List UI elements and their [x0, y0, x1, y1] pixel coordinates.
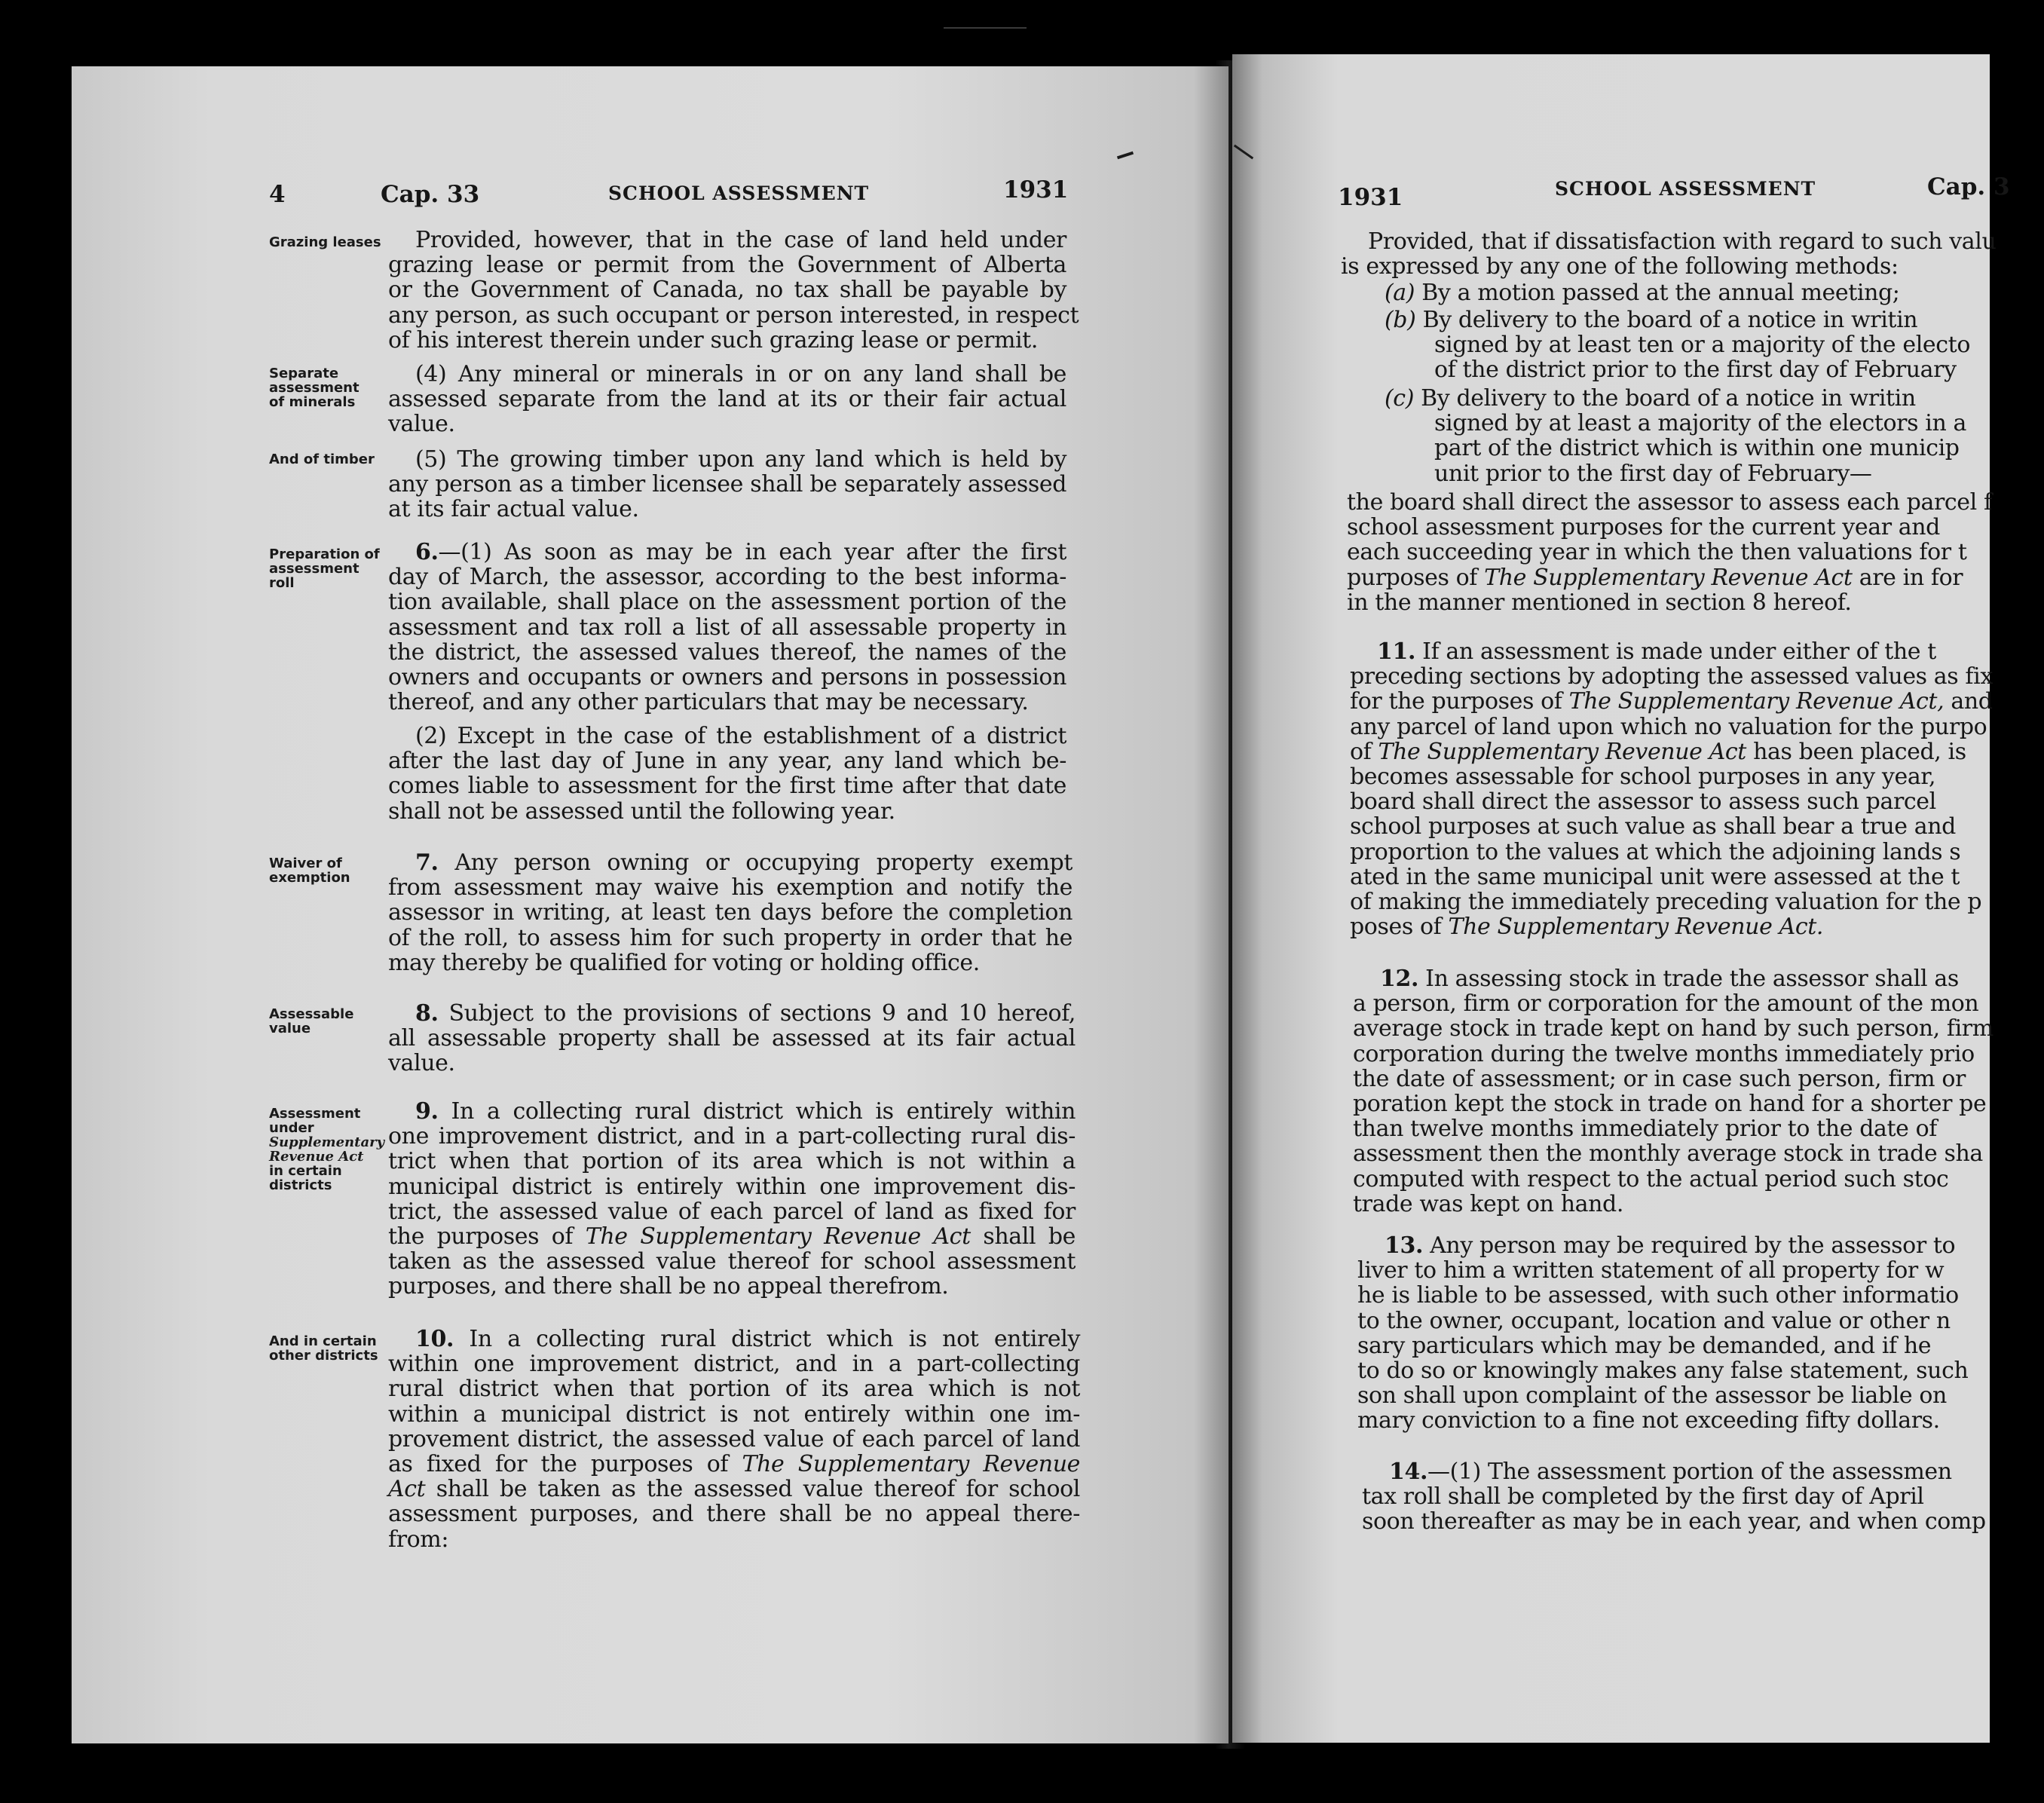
text-run: purposes of — [1347, 564, 1485, 591]
text-line: preceding sections by adopting the assessed values as fix — [1350, 663, 1993, 690]
text-line — [1350, 639, 1993, 664]
section-number: 7. — [415, 849, 439, 876]
text-line — [388, 850, 1072, 875]
text-line: from: — [388, 1526, 449, 1553]
margin-note-line — [269, 1134, 385, 1165]
text-run: —(1) As soon as may be in each year after the first — [438, 539, 1066, 565]
section-number: 13. — [1385, 1232, 1423, 1259]
text-line: (5) The growing timber upon any land which is held by — [415, 446, 1066, 473]
text-line: to do so or knowingly makes any false statement, such — [1357, 1358, 1969, 1385]
text-line: (4) Any mineral or minerals in or on any land shall be — [415, 361, 1066, 387]
section-number: 8. — [415, 1000, 439, 1027]
text-line: school assessment purposes for the current year and — [1347, 514, 1940, 541]
text-line: signed by at least ten or a majority of the electo — [1434, 332, 1970, 359]
text-line: may thereby be qualified for voting or holding office. — [388, 949, 980, 976]
subsection-5 — [388, 447, 1066, 522]
text-line: or the Government of Canada, no tax shall be payable by — [388, 277, 1066, 304]
act-name: The Supplementary Revenue Act — [1484, 564, 1853, 591]
text-line: purposes, and there shall be no appeal therefrom. — [388, 1273, 949, 1300]
text-line — [1385, 280, 1900, 305]
text-line: assessment then the monthly average stock in trade sha — [1353, 1140, 1983, 1168]
text-line: Provided, that if dissatisfaction with regard to such valu — [1368, 228, 1997, 255]
margin-note-act-name: Supplementary Revenue Act — [269, 1134, 385, 1165]
section-10 — [388, 1327, 1080, 1552]
text-line: part of the district which is within one municip — [1434, 435, 1960, 462]
text-line: value. — [388, 1050, 455, 1077]
text-line: grazing lease or permit from the Government of Alberta — [388, 252, 1066, 279]
text-line: one improvement district, and in a part-collecting rural dis- — [388, 1123, 1076, 1150]
text-line — [388, 1099, 1076, 1124]
text-run: for the purposes of — [1350, 688, 1569, 715]
margin-note-grazing-leases: Grazing leases — [269, 234, 381, 250]
text-line: assessor in writing, at least ten days before the completion — [388, 899, 1072, 926]
board-direction-paragraph — [1347, 490, 1992, 615]
scan-speck — [1234, 145, 1253, 160]
act-name: Act — [388, 1476, 426, 1503]
text-line: from assessment may waive his exemption and notify the — [388, 874, 1072, 902]
text-run: and — [1944, 688, 1993, 715]
text-line — [388, 1452, 1080, 1477]
text-run: as fixed for the purposes of — [388, 1451, 742, 1478]
text-run: By a motion passed at the annual meeting; — [1421, 280, 1900, 306]
text-line: proportion to the values at which the adjoining lands s — [1350, 838, 1961, 865]
text-line: to the owner, occupant, location and value or other n — [1357, 1307, 1951, 1334]
text-line: the board shall direct the assessor to assess each parcel f — [1347, 489, 1992, 516]
text-run: shall be — [970, 1223, 1076, 1250]
text-line: board shall direct the assessor to assess such parcel — [1350, 788, 1936, 816]
text-line: assessment and tax roll a list of all assessable property in — [388, 614, 1066, 641]
text-run: of — [1350, 738, 1378, 765]
text-run: the purposes of — [388, 1223, 586, 1250]
text-line: the date of assessment; or in case such person, firm or — [1353, 1065, 1966, 1092]
text-line: thereof, and any other particulars that may be necessary. — [388, 689, 1029, 716]
text-line: after the last day of June in any year, any land which be- — [388, 748, 1066, 775]
text-line — [1385, 386, 1966, 411]
text-run: By delivery to the board of a notice in writin — [1421, 385, 1916, 412]
section-6 — [388, 540, 1066, 715]
text-line: a person, firm or corporation for the amount of the mon — [1353, 990, 1979, 1018]
text-line — [1350, 689, 1993, 714]
margin-note-timber: And of timber — [269, 452, 375, 467]
text-line — [388, 1224, 1076, 1249]
text-run: In a collecting rural district which is entirely within — [438, 1098, 1076, 1125]
text-line: provement district, the assessed value of each parcel of land — [388, 1425, 1080, 1453]
text-run: If an assessment is made under either of the t — [1415, 638, 1936, 665]
page-number: 4 — [269, 181, 286, 208]
margin-note-waiver: Waiver of exemption — [269, 856, 350, 886]
section-number: 12. — [1380, 966, 1418, 992]
text-line — [388, 1327, 1080, 1351]
text-line: trict when that portion of its area which is not within a — [388, 1148, 1076, 1175]
text-line: assessed separate from the land at its or their fair actual — [388, 386, 1066, 413]
text-line — [388, 1477, 1080, 1501]
text-run: —(1) The assessment portion of the assessmen — [1427, 1459, 1952, 1485]
text-line — [1385, 308, 1970, 332]
margin-note-line: in certain districts — [269, 1163, 342, 1193]
subsection-6-2 — [388, 724, 1066, 824]
section-8 — [388, 1001, 1076, 1076]
text-line — [388, 540, 1066, 565]
text-line: ated in the same municipal unit were assessed at the t — [1350, 863, 1960, 890]
item-label: (a) — [1385, 280, 1415, 306]
section-12 — [1353, 966, 1994, 1217]
text-line — [1350, 914, 1993, 939]
text-line: rural district when that portion of its area which is not — [388, 1376, 1080, 1403]
text-run: By delivery to the board of a notice in writin — [1422, 307, 1918, 333]
list-item-c — [1385, 386, 1966, 486]
text-run: poses of — [1350, 914, 1449, 941]
year-heading: 1931 — [1003, 176, 1069, 204]
text-run: are in for — [1852, 564, 1963, 591]
text-line: all assessable property shall be assessed at its fair actual — [388, 1025, 1076, 1052]
text-line: day of March, the assessor, according to the best informa- — [388, 564, 1066, 591]
text-line: computed with respect to the actual period such stoc — [1353, 1165, 1949, 1192]
text-line: comes liable to assessment for the first time after that date — [388, 773, 1066, 800]
margin-note-assessable-value: Assessable value — [269, 1006, 354, 1036]
text-line — [1357, 1233, 1968, 1258]
text-line: signed by at least a majority of the electors in a — [1434, 410, 1966, 437]
section-number: 9. — [415, 1098, 439, 1125]
running-title: SCHOOL ASSESSMENT — [1555, 178, 1816, 200]
text-line: average stock in trade kept on hand by such person, firm — [1353, 1015, 1994, 1042]
item-label: (b) — [1385, 307, 1416, 333]
act-name: The Supplementary Revenue Act — [1378, 738, 1746, 765]
text-line: municipal district is entirely within one improvement dis- — [388, 1173, 1076, 1200]
running-title: SCHOOL ASSESSMENT — [608, 182, 870, 204]
text-line: trade was kept on hand. — [1353, 1190, 1623, 1217]
act-name: The Supplementary Revenue Act. — [1448, 914, 1824, 941]
text-line: becomes assessable for school purposes in any year, — [1350, 764, 1936, 791]
text-line — [1353, 966, 1994, 991]
text-line: tion available, shall place on the assessment portion of the — [388, 589, 1066, 616]
chapter-heading: Cap. 3 — [1927, 173, 2010, 201]
text-line: (2) Except in the case of the establishment of a district — [415, 723, 1066, 749]
act-name: The Supplementary Revenue Act, — [1568, 688, 1945, 715]
section-number: 10. — [415, 1326, 454, 1352]
list-item-b — [1385, 308, 1970, 383]
item-label: (c) — [1385, 385, 1415, 412]
text-line: shall not be assessed until the following year. — [388, 797, 895, 825]
text-line: any parcel of land upon which no valuation for the purpo — [1350, 713, 1987, 740]
text-line: of the roll, to assess him for such property in order that he — [388, 924, 1072, 951]
section-7 — [388, 850, 1072, 975]
text-line: sary particulars which may be demanded, and if he — [1357, 1332, 1932, 1359]
text-line: liver to him a written statement of all property for w — [1357, 1257, 1945, 1284]
margin-note-line: Assessment under — [269, 1106, 361, 1136]
text-line: taken as the assessed value thereof for school assessment — [388, 1248, 1076, 1275]
text-run: shall be taken as the assessed value thereof for school — [425, 1476, 1080, 1503]
text-line: of his interest therein under such grazing lease or permit. — [388, 326, 1038, 354]
section-number: 14. — [1389, 1459, 1427, 1485]
text-line: son shall upon complaint of the assessor be liable on — [1357, 1382, 1947, 1410]
text-line: soon thereafter as may be in each year, and when comp — [1362, 1508, 1986, 1535]
section-13 — [1357, 1233, 1968, 1434]
text-line — [1350, 739, 1993, 764]
text-line: within a municipal district is not entirely within one im- — [388, 1400, 1080, 1428]
subsection-4 — [388, 362, 1066, 437]
margin-note-supplementary — [269, 1106, 385, 1193]
text-line: at its fair actual value. — [388, 496, 639, 523]
text-line — [388, 1001, 1076, 1026]
text-line: than twelve months immediately prior to the date of — [1353, 1116, 1937, 1143]
section-14 — [1362, 1459, 1986, 1535]
text-line: of the district prior to the first day of February — [1434, 357, 1957, 384]
text-line: unit prior to the first day of February— — [1434, 460, 1872, 487]
text-run: Subject to the provisions of sections 9 and 10 hereof, — [438, 1000, 1076, 1027]
section-number: 11. — [1377, 638, 1415, 665]
text-line: within one improvement district, and in a part-collecting — [388, 1351, 1080, 1378]
text-line: he is liable to be assessed, with such other informatio — [1357, 1282, 1959, 1309]
proviso-intro — [1341, 229, 1996, 279]
act-name: The Supplementary Revenue — [742, 1451, 1080, 1478]
proviso-paragraph — [388, 227, 1079, 354]
list-item-a — [1385, 280, 1900, 305]
year-heading: 1931 — [1338, 184, 1403, 211]
text-line: the district, the assessed values thereof, the names of the — [388, 638, 1066, 666]
act-name: The Supplementary Revenue Act — [585, 1223, 971, 1250]
chapter-heading: Cap. 33 — [381, 181, 480, 208]
margin-note-preparation: Preparation of assessment roll — [269, 546, 380, 591]
text-line: trict, the assessed value of each parcel of land as fixed for — [388, 1198, 1076, 1225]
text-line: mary conviction to a fine not exceeding fifty dollars. — [1357, 1407, 1940, 1434]
text-line: any person as a timber licensee shall be separately assessed — [388, 471, 1066, 498]
scan-speck — [944, 27, 1027, 29]
text-line: each succeeding year in which the then valuations for t — [1347, 539, 1967, 566]
text-run: In assessing stock in trade the assessor shall as — [1418, 966, 1959, 992]
margin-note-other-districts: And in certain other districts — [269, 1333, 378, 1364]
text-line: school purposes at such value as shall bear a true and — [1350, 813, 1956, 840]
text-line: corporation during the twelve months immediately prio — [1353, 1040, 1975, 1067]
text-run: has been placed, is — [1746, 738, 1966, 765]
section-11 — [1350, 639, 1993, 939]
text-line: poration kept the stock in trade on hand for a shorter pe — [1353, 1091, 1987, 1118]
text-line: in the manner mentioned in section 8 hereof. — [1347, 589, 1852, 616]
right-page — [1232, 54, 2010, 1743]
text-run: In a collecting rural district which is not entirely — [454, 1326, 1080, 1352]
text-line: owners and occupants or owners and persons in possession — [388, 664, 1066, 691]
text-line: tax roll shall be completed by the first day of April — [1362, 1483, 1924, 1511]
text-line: is expressed by any one of the following methods: — [1341, 253, 1899, 280]
section-9 — [388, 1099, 1076, 1299]
text-run: Any person may be required by the assessor to — [1423, 1232, 1956, 1259]
text-line: any person, as such occupant or person interested, in respect — [388, 302, 1079, 329]
left-page — [72, 66, 1229, 1743]
section-number: 6. — [415, 539, 439, 565]
text-run: Any person owning or occupying property exempt — [438, 849, 1072, 876]
text-line: value. — [388, 411, 455, 438]
text-line: Provided, however, that in the case of land held under — [415, 227, 1066, 253]
text-line: of making the immediately preceding valuation for the p — [1350, 889, 1982, 916]
text-line — [1347, 565, 1992, 590]
text-line — [1362, 1459, 1986, 1484]
text-line: assessment purposes, and there shall be no appeal there- — [388, 1501, 1080, 1528]
margin-note-minerals: Separate assessment of minerals — [269, 366, 360, 410]
